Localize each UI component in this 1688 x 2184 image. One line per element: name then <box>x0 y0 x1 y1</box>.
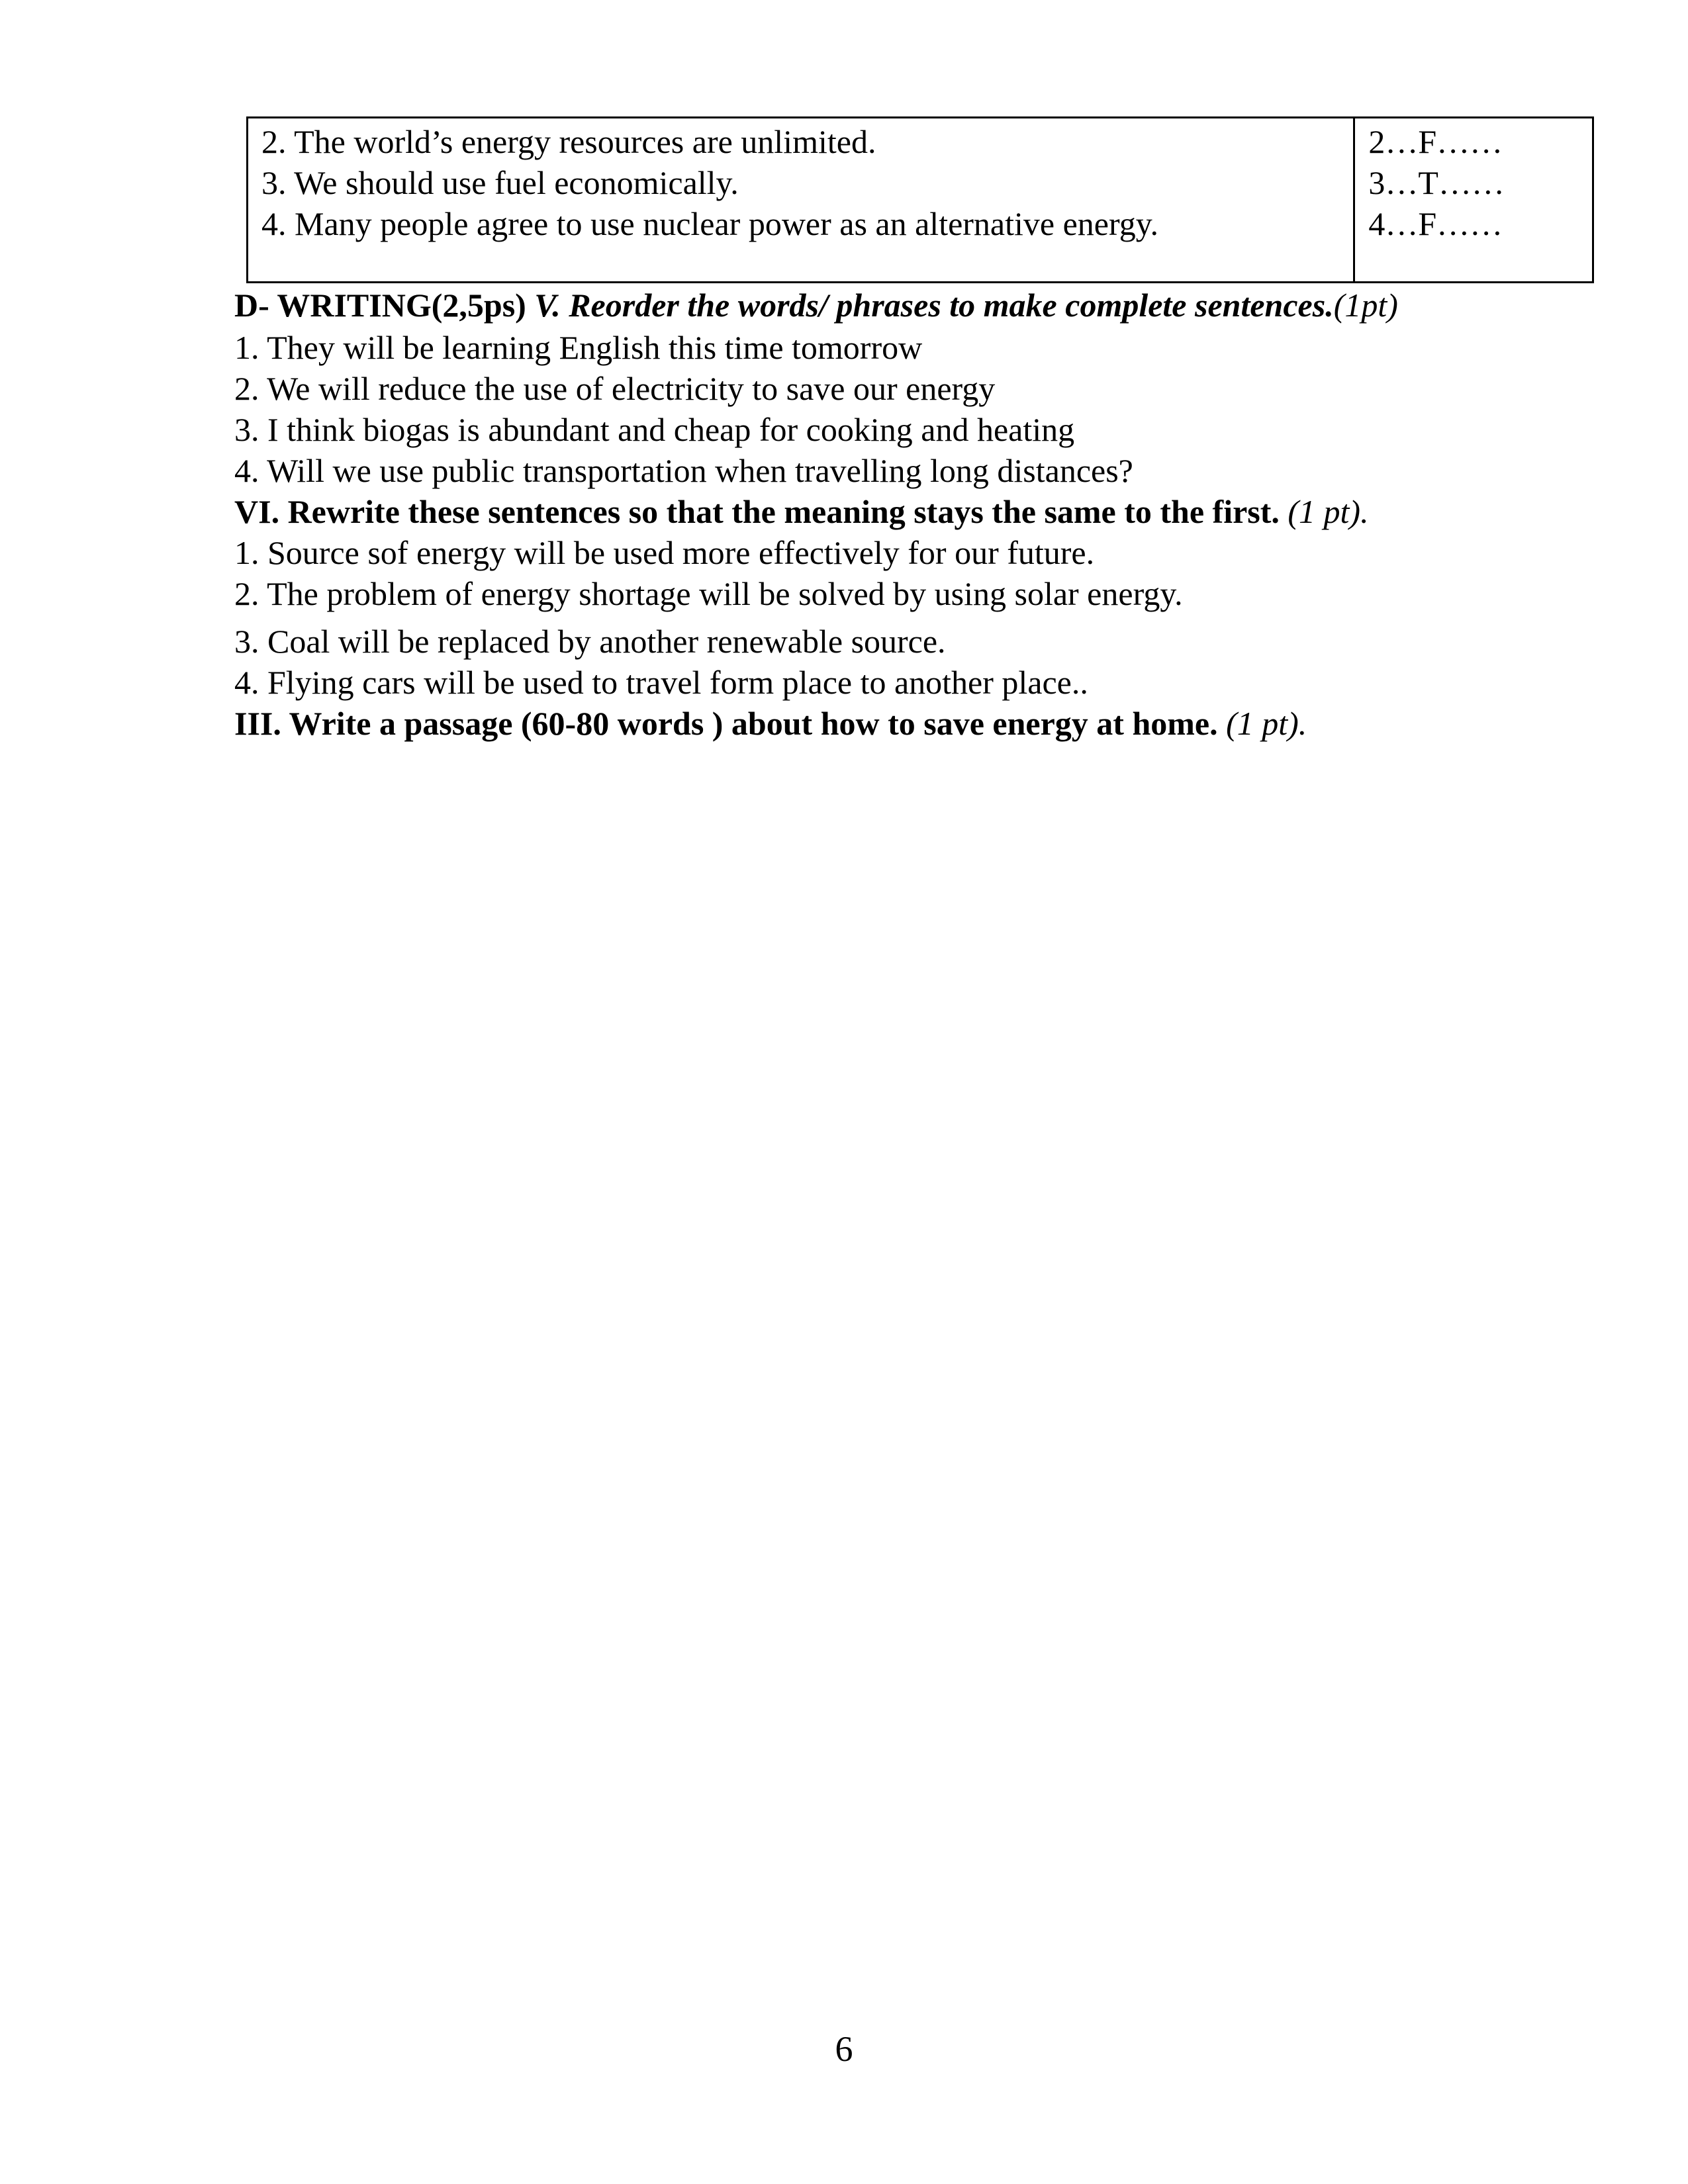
list-item: 4. Will we use public transportation when travelling long distances? <box>234 452 1133 489</box>
part-iii-heading <box>234 703 1598 744</box>
answers-cell <box>1354 118 1593 283</box>
part-vi-heading <box>234 491 1598 532</box>
statement-4: 4. Many people agree to use nuclear power as an alternative energy. <box>261 205 1158 242</box>
writing-section <box>234 283 1598 744</box>
statement-3: 3. We should use fuel economically. <box>261 164 739 201</box>
true-false-answer-table <box>246 116 1594 283</box>
part-v-instruction: V. Reorder the words/ phrases to make complete sentences. <box>534 287 1334 324</box>
writing-heading <box>234 283 1598 327</box>
table-row <box>248 118 1593 283</box>
list-item: 2. We will reduce the use of electricity to save our energy <box>234 370 996 407</box>
statements-cell <box>248 118 1354 283</box>
list-item: 4. Flying cars will be used to travel form place to another place.. <box>234 664 1088 701</box>
list-item: 1. Source sof energy will be used more effectively for our future. <box>234 534 1095 571</box>
answer-4: 4…F…… <box>1368 205 1503 242</box>
list-item: 1. They will be learning English this time tomorrow <box>234 329 923 366</box>
answer-2: 2…F…… <box>1368 123 1503 160</box>
list-item: 3. I think biogas is abundant and cheap for cooking and heating <box>234 411 1075 448</box>
statement-2: 2. The world’s energy resources are unlimited. <box>261 123 876 160</box>
page-number: 6 <box>835 2029 853 2069</box>
part-iii-instruction: III. Write a passage (60-80 words ) about how to save energy at home. <box>234 705 1218 742</box>
answer-3: 3…T…… <box>1368 164 1505 201</box>
part-vi-instruction: VI. Rewrite these sentences so that the meaning stays the same to the first. <box>234 493 1280 530</box>
part-vi-points: (1 pt). <box>1288 493 1369 530</box>
section-label: D- WRITING(2,5ps) <box>234 287 526 324</box>
list-item: 3. Coal will be replaced by another renewable source. <box>234 623 946 660</box>
part-iii-points: (1 pt). <box>1226 705 1307 742</box>
list-item: 2. The problem of energy shortage will be solved by using solar energy. <box>234 575 1183 612</box>
part-v-points: (1pt) <box>1333 287 1398 324</box>
